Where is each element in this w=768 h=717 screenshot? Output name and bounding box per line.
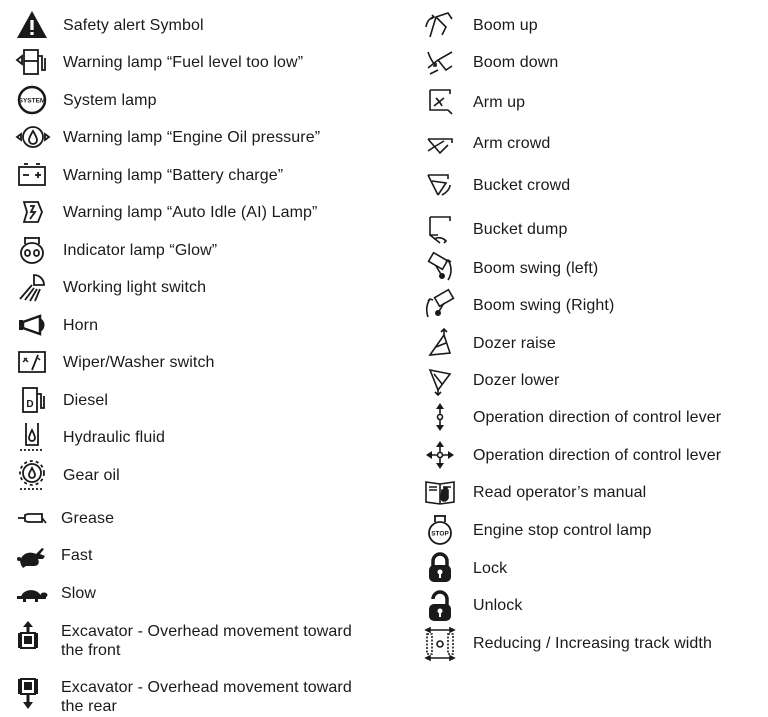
dozer-lower-icon	[420, 363, 460, 397]
horn-icon	[12, 308, 52, 342]
legend-label: Wiper/Washer switch	[63, 354, 215, 371]
legend-label: Fast	[61, 547, 93, 564]
legend-label: Safety alert Symbol	[63, 17, 204, 34]
arm-up-icon	[420, 85, 460, 119]
legend-label: Read operator’s manual	[473, 484, 647, 501]
legend-label: Boom up	[473, 17, 538, 34]
legend-label: Warning lamp “Engine Oil pressure”	[63, 129, 321, 146]
legend-label: Arm up	[473, 94, 526, 111]
system-icon-text: SYSTEM	[18, 97, 46, 105]
oil-can-drop-icon	[12, 120, 52, 154]
safety-alert-triangle-icon	[12, 8, 52, 42]
legend-label: Reducing / Increasing track width	[473, 635, 712, 652]
legend-label: Engine stop control lamp	[473, 522, 652, 539]
track-width-icon	[420, 626, 460, 660]
legend-label: Bucket dump	[473, 221, 568, 238]
engine-stop-icon	[420, 513, 460, 547]
legend-label: Dozer lower	[473, 372, 560, 389]
legend-label: Warning lamp “Fuel level too low”	[63, 54, 304, 71]
gear-oil-icon	[12, 458, 52, 492]
legend-label: Diesel	[63, 392, 109, 409]
legend-label: Unlock	[473, 597, 523, 614]
dozer-raise-icon	[420, 326, 460, 360]
diesel-pump-icon	[12, 383, 52, 417]
padlock-unlocked-icon	[420, 590, 460, 624]
legend-label: Indicator lamp “Glow”	[63, 242, 218, 259]
legend-label: System lamp	[63, 92, 157, 109]
boom-up-icon	[420, 8, 460, 42]
legend-label: Boom swing (Right)	[473, 297, 615, 314]
legend-label: Lock	[473, 560, 508, 577]
boom-down-icon	[420, 45, 460, 79]
auto-idle-icon	[12, 195, 52, 229]
legend-label: Working light switch	[63, 279, 207, 296]
legend-label: Warning lamp “Auto Idle (AI) Lamp”	[63, 204, 318, 221]
legend-label: Boom swing (left)	[473, 260, 599, 277]
legend-label: Grease	[61, 510, 115, 527]
system-lamp-icon	[12, 83, 52, 117]
legend-label: Operation direction of control lever	[473, 447, 722, 464]
legend-label: Boom down	[473, 54, 559, 71]
legend-label: Dozer raise	[473, 335, 556, 352]
operator-manual-icon	[420, 475, 460, 509]
stop-icon-text: STOP	[431, 530, 449, 538]
lever-direction-vertical-icon	[420, 400, 460, 434]
hydraulic-fluid-icon	[12, 420, 52, 454]
padlock-locked-icon	[420, 551, 460, 585]
arm-crowd-icon	[420, 126, 460, 160]
lever-direction-cross-icon	[420, 438, 460, 472]
rabbit-icon	[12, 538, 52, 572]
boom-swing-left-icon	[420, 251, 460, 285]
legend-label: Bucket crowd	[473, 177, 571, 194]
legend-label: Operation direction of control lever	[473, 409, 722, 426]
boom-swing-right-icon	[420, 288, 460, 322]
legend-label: Horn	[63, 317, 99, 334]
fuel-pump-icon	[12, 45, 52, 79]
legend-label: Gear oil	[63, 467, 120, 484]
turtle-icon	[12, 576, 52, 610]
glow-plug-icon	[12, 233, 52, 267]
work-light-icon	[12, 270, 52, 304]
grease-gun-icon	[12, 501, 52, 535]
legend-label: Excavator - Overhead movement toward the rear	[61, 679, 352, 715]
excavator-rear-icon	[8, 676, 48, 710]
legend-label: Warning lamp “Battery charge”	[63, 167, 284, 184]
legend-label: Slow	[61, 585, 97, 602]
excavator-forward-icon	[8, 620, 48, 654]
legend-label: Excavator - Overhead movement toward the front	[61, 623, 352, 659]
battery-icon	[12, 158, 52, 192]
diesel-icon-text: D	[26, 399, 34, 410]
bucket-crowd-icon	[420, 168, 460, 202]
legend-label: Hydraulic fluid	[63, 429, 165, 446]
legend-label: Arm crowd	[473, 135, 551, 152]
wiper-washer-icon	[12, 345, 52, 379]
bucket-dump-icon	[420, 212, 460, 246]
